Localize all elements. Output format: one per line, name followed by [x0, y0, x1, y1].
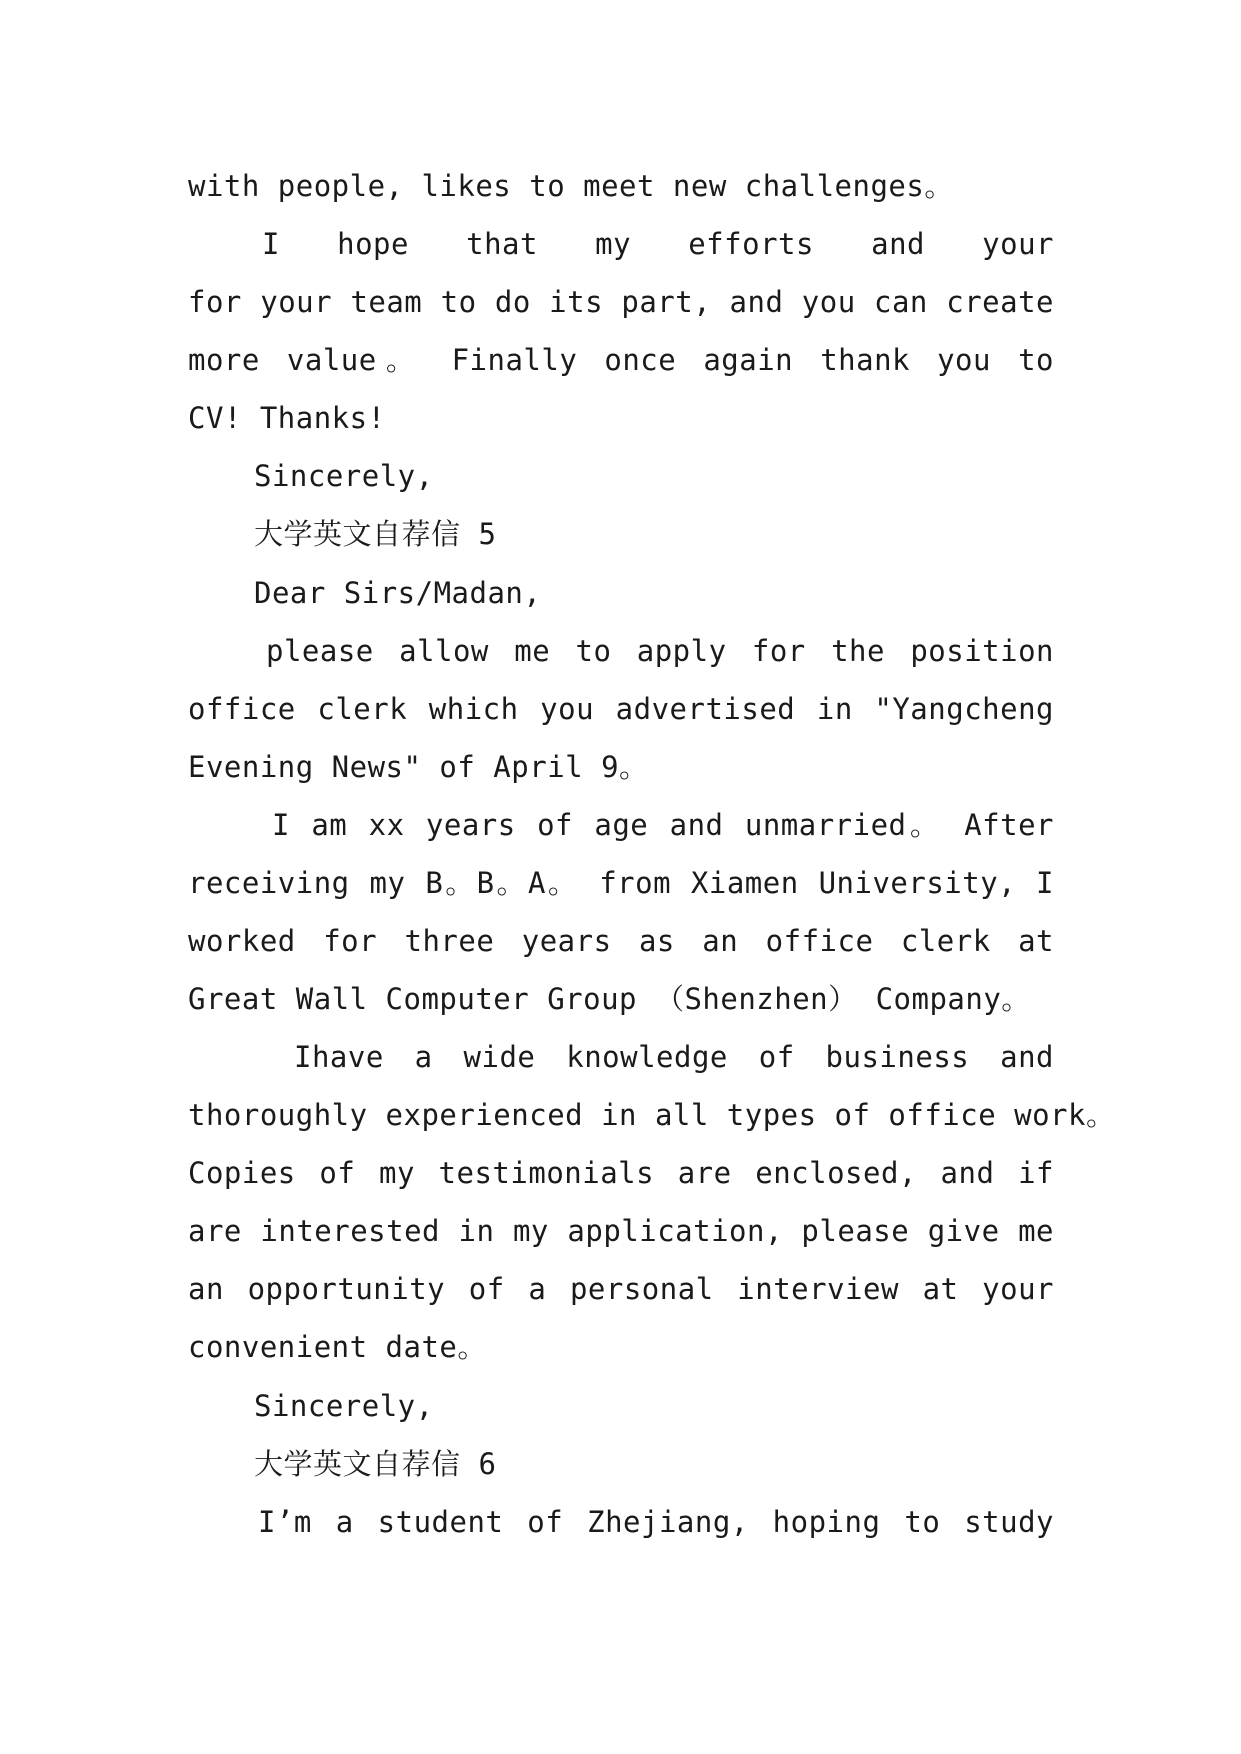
paragraph-line: I hope that my efforts and your	[262, 227, 1054, 261]
closing-line: Sincerely,	[254, 459, 434, 493]
closing-line: Sincerely,	[254, 1389, 434, 1423]
paragraph-line: more value。 Finally once again thank you to	[188, 343, 1054, 377]
paragraph-line: are interested in my application, please give me	[188, 1214, 1054, 1248]
paragraph-line: office clerk which you advertised in "Yangcheng	[188, 692, 1054, 726]
paragraph-line: worked for three years as an office clerk at	[188, 924, 1054, 958]
section-heading: 大学英文自荐信 5	[254, 517, 497, 551]
paragraph-line: for your team to do its part, and you can create	[188, 285, 1054, 319]
paragraph-line: I’m a student of Zhejiang, hoping to study	[258, 1505, 1054, 1539]
paragraph-line: CV! Thanks!	[188, 401, 386, 435]
paragraph-line: convenient date。	[188, 1330, 487, 1364]
paragraph-line: receiving my B。B。A。 from Xiamen University, I	[188, 866, 1054, 900]
paragraph-line: please allow me to apply for the position	[266, 634, 1054, 668]
section-heading: 大学英文自荐信 6	[254, 1447, 497, 1481]
paragraph-line: I am xx years of age and unmarried。 After	[272, 808, 1054, 842]
paragraph-line: with people, likes to meet new challenges。	[188, 169, 954, 203]
paragraph-line: an opportunity of a personal interview at your	[188, 1272, 1054, 1306]
salutation-line: Dear Sirs/Madan,	[254, 576, 542, 610]
paragraph-line: Great Wall Computer Group （Shenzhen） Company。	[188, 982, 1031, 1016]
paragraph-line: Copies of my testimonials are enclosed, and if	[188, 1156, 1054, 1190]
paragraph-line: Ihave a wide knowledge of business and	[294, 1040, 1054, 1074]
paragraph-line: Evening News" of April 9。	[188, 750, 649, 784]
paragraph-line: thoroughly experienced in all types of office work。	[188, 1098, 1116, 1132]
